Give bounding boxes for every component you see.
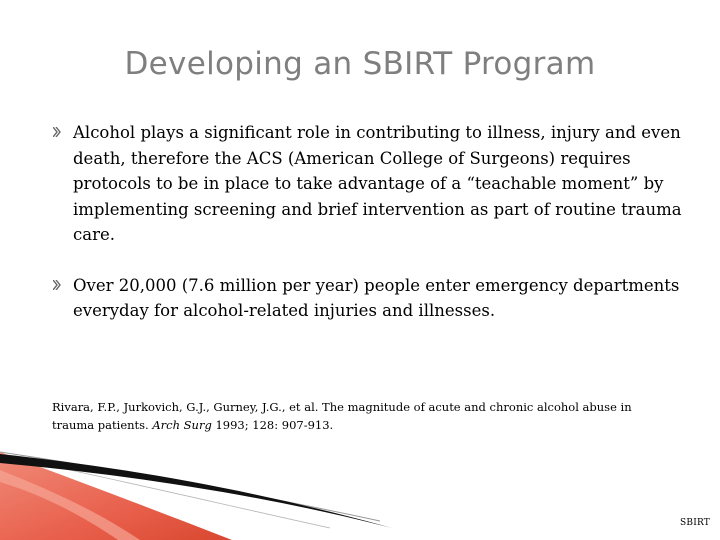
- arrow-bullet-icon: [53, 280, 61, 290]
- footer-label: SBIRT: [680, 518, 710, 528]
- bullet-text: Over 20,000 (7.6 million per year) people enter emergency departments everyday for alcohol-related injuries and illnesses.: [73, 275, 680, 320]
- citation-details: 1993; 128: 907-913.: [211, 417, 334, 432]
- bullet-text: Alcohol plays a significant role in contributing to illness, injury and even death, therefore the ACS (American College of Surgeons) requires protocols to be in place to take advantage of a “teachable moment” by implementing screening and brief intervention as part of routine trauma care.: [73, 123, 682, 244]
- bullet-item-acs: [50, 120, 690, 248]
- citation: [52, 399, 672, 434]
- citation-authors: Rivara, F.P., Jurkovich, G.J., Gurney, J.G., et al. The magnitude of acute and chronic alcohol abuse in trauma patients.: [52, 400, 632, 432]
- arrow-bullet-icon: [53, 127, 61, 137]
- slide-title: Developing an SBIRT Program: [124, 46, 596, 82]
- citation-journal: Arch Surg: [152, 417, 212, 432]
- bullet-list: [50, 120, 690, 324]
- bullet-item-statistics: [50, 273, 690, 324]
